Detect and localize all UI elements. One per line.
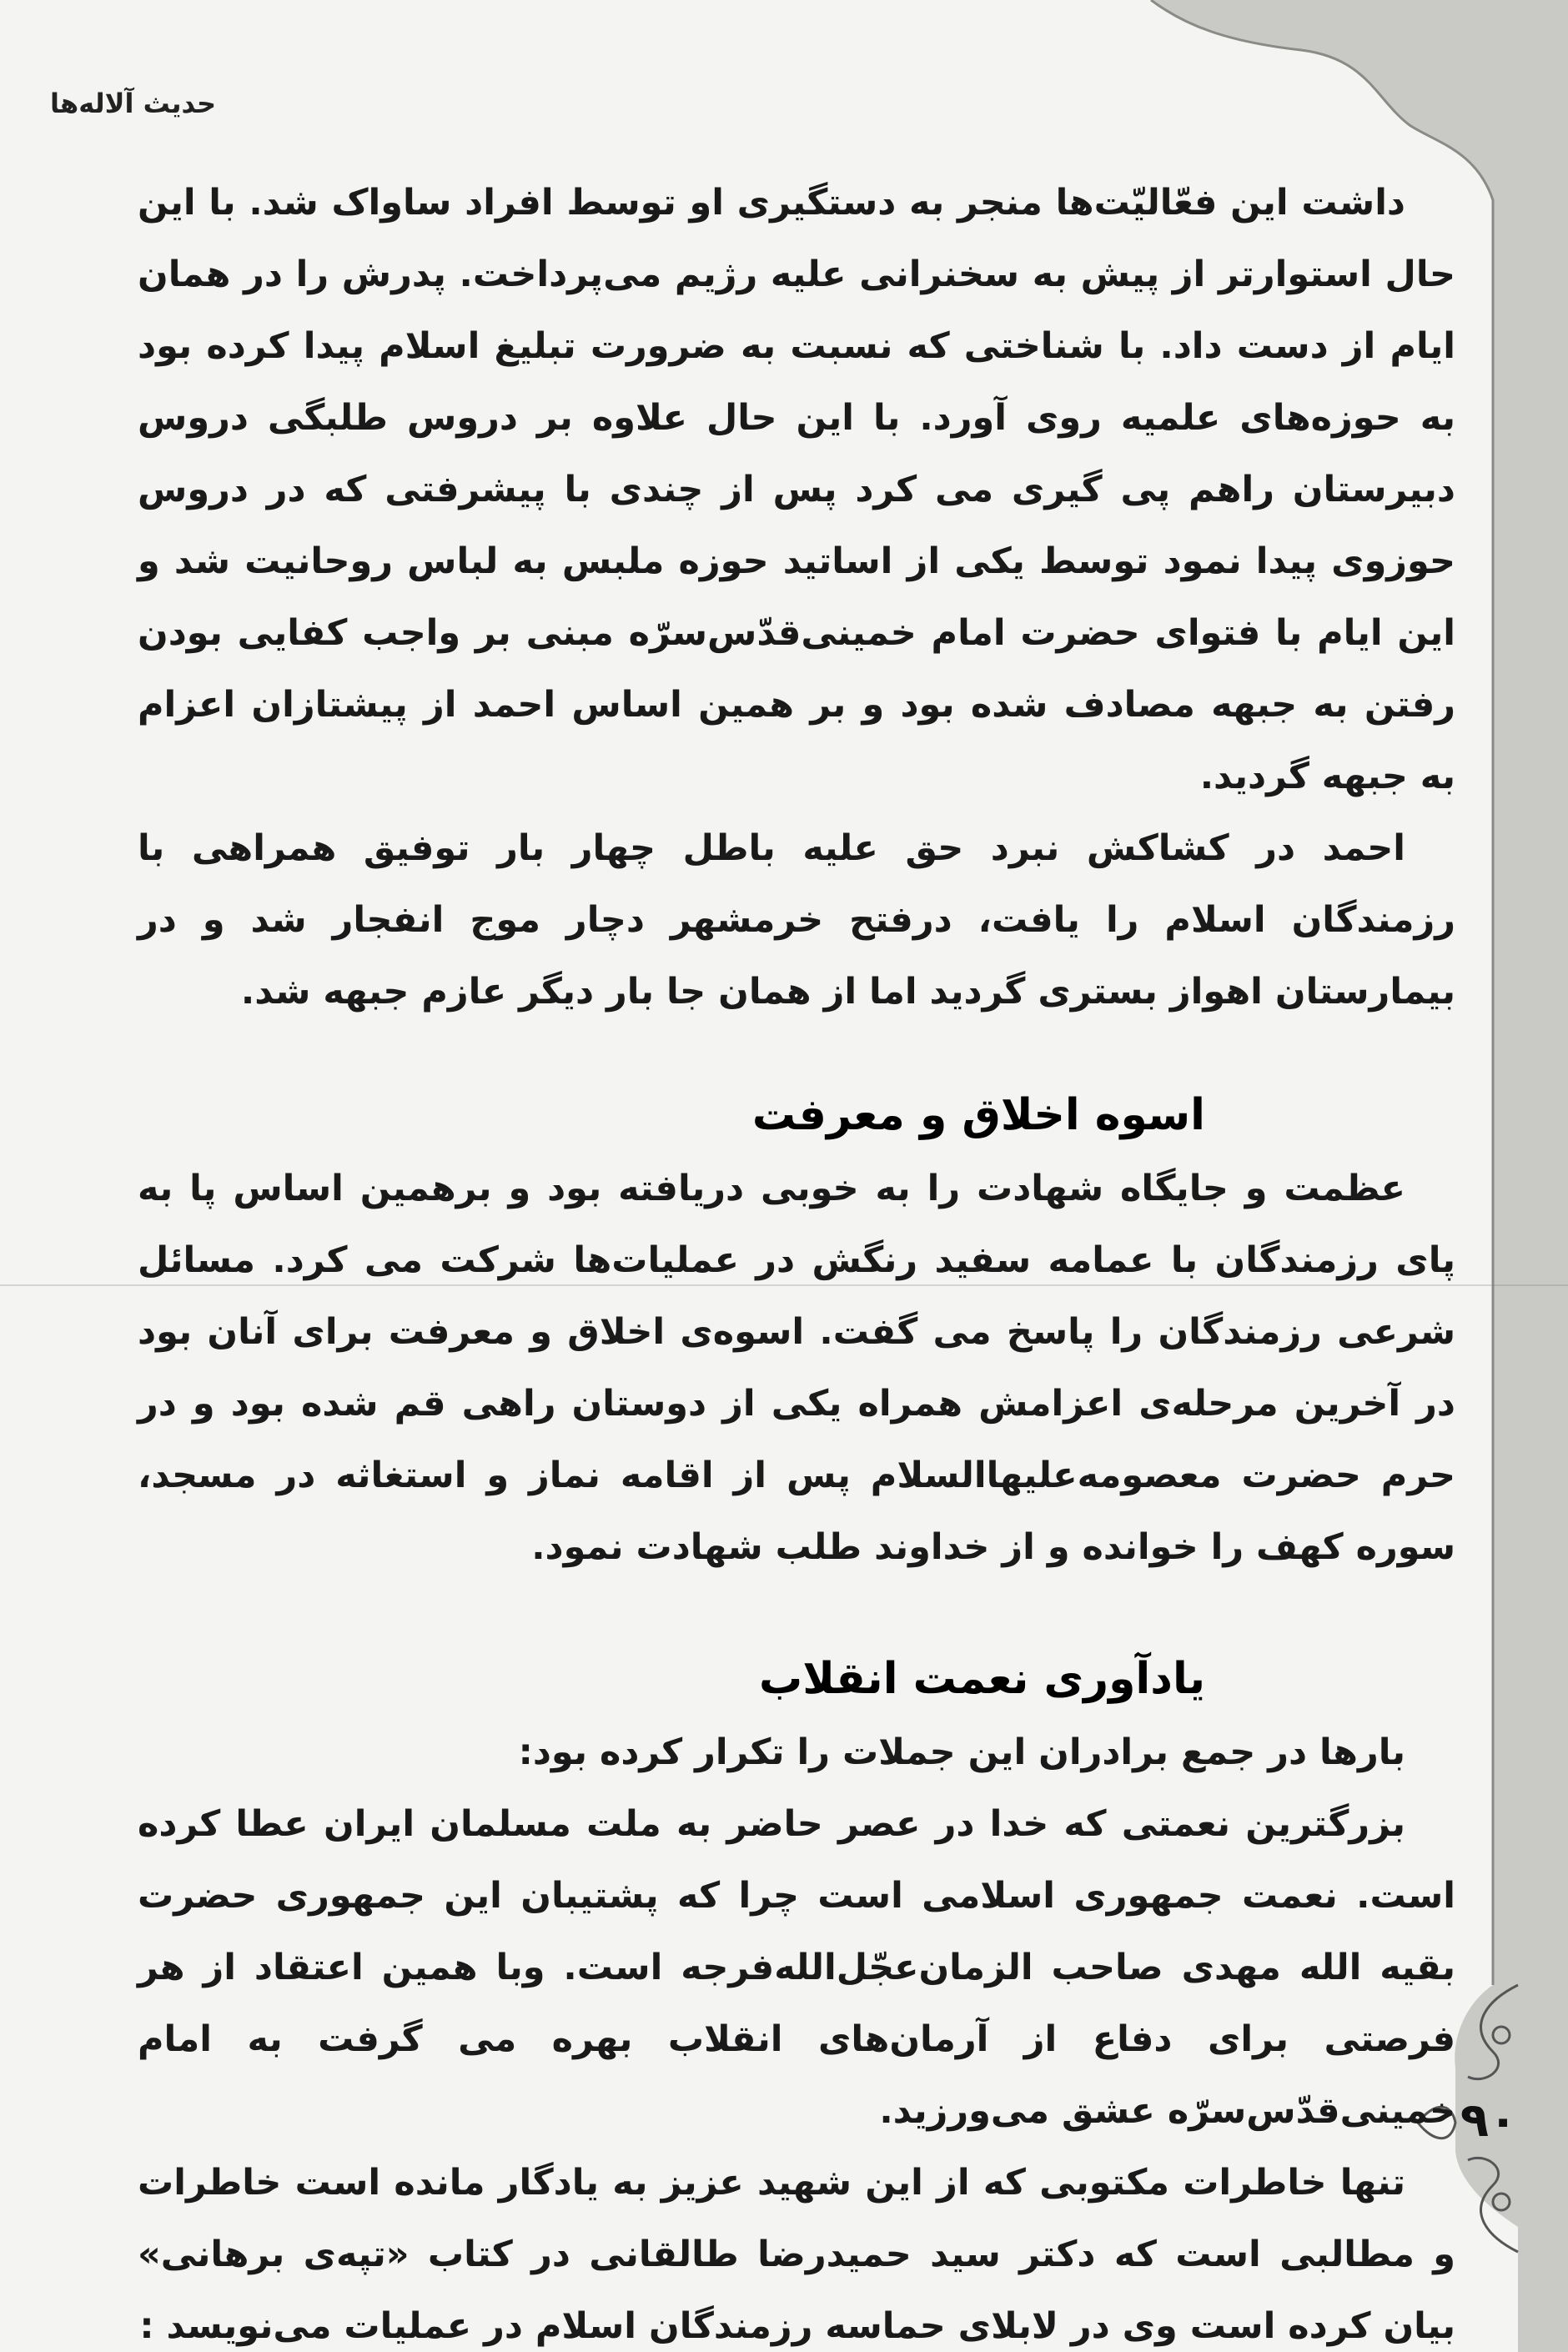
paragraph: تنها خاطرات مکتوبی که از این شهید عزیز به یادگار مانده است خاطرات و مطالبی است که دکتر سید حمیدرضا طالقانی در کتاب «تپه‌ی برهانی» بیان کرده است وی در لابلای حماسه رزمندگان اسلام در عملیات می‌نویسد : (138, 2162, 1455, 2347)
paragraph: بارها در جمع برادران این جملات را تکرار کرده بود: (518, 1731, 1405, 1773)
paragraph: عظمت و جایگاه شهادت را به خوبی دریافته بود و برهمین اساس پا به پای رزمندگان با عمامه سفید رنگش در عملیات‌ها شرکت می کرد. مسائل شرعی رزمندگان را پاسخ می گفت. اسوه‌ی اخلاق و معرفت برای آنان بود در آخرین مرحله‌ی اعزامش همراه یکی از دوستان راهی قم شده بود و در حرم حضرت معصومه‌علیهاالسلام پس از اقامه نماز و استغاثه در مسجد، سوره کهف را خوانده و از خداوند طلب شهادت نمود. (138, 1168, 1455, 1568)
section-heading-ethics: اسوه اخلاق و معرفت (751, 1090, 1205, 1140)
body-text (138, 167, 1455, 2352)
running-header: حدیث آلاله‌ها (50, 88, 216, 119)
paragraph: احمد در کشاکش نبرد حق علیه باطل چهار بار توفیق همراهی با رزمندگان اسلام را یافت، درفتح خرمشهر دچار موج انفجار شد و در بیمارستان اهواز بستری گردید اما از همان جا بار دیگر عازم جبهه شد. (138, 827, 1455, 1013)
paragraph: بزرگترین نعمتی که خدا در عصر حاضر به ملت مسلمان ایران عطا کرده است. نعمت جمهوری اسلامی است چرا که پشتیبان این جمهوری حضرت بقیه الله مهدی صاحب الزمان‌عجّل‌الله‌فرجه است. وبا همین اعتقاد از هر فرصتی برای دفاع از آرمان‌های انقلاب بهره می گرفت به امام خمینی‌قدّس‌سرّه عشق می‌ورزید. (138, 1803, 1455, 2132)
page-number: ۹۰ (1460, 2093, 1518, 2148)
section-heading-revolution: یادآوری نعمت انقلاب (759, 1654, 1205, 1704)
paragraph: داشت این فعّالیّت‌ها منجر به دستگیری او توسط افراد ساواک شد. با این حال استوارتر از پیش به سخنرانی علیه رژیم می‌پرداخت. پدرش را در همان ایام از دست داد. با شناختی که نسبت به ضرورت تبلیغ اسلام پیدا کرده بود به حوزه‌های علمیه روی آورد. با این حال علاوه بر دروس طلبگی دروس دبیرستان راهم پی گیری می کرد پس از چندی با پیشرفتی که در دروس حوزوی پیدا نمود توسط یکی از اساتید حوزه ملبس به لباس روحانیت شد و این ایام با فتوای حضرت امام خمینی‌قدّس‌سرّه مبنی بر واجب کفایی بودن رفتن به جبهه مصادف شده بود و بر همین اساس احمد از پیشتازان اعزام به جبهه گردید. (138, 182, 1455, 797)
